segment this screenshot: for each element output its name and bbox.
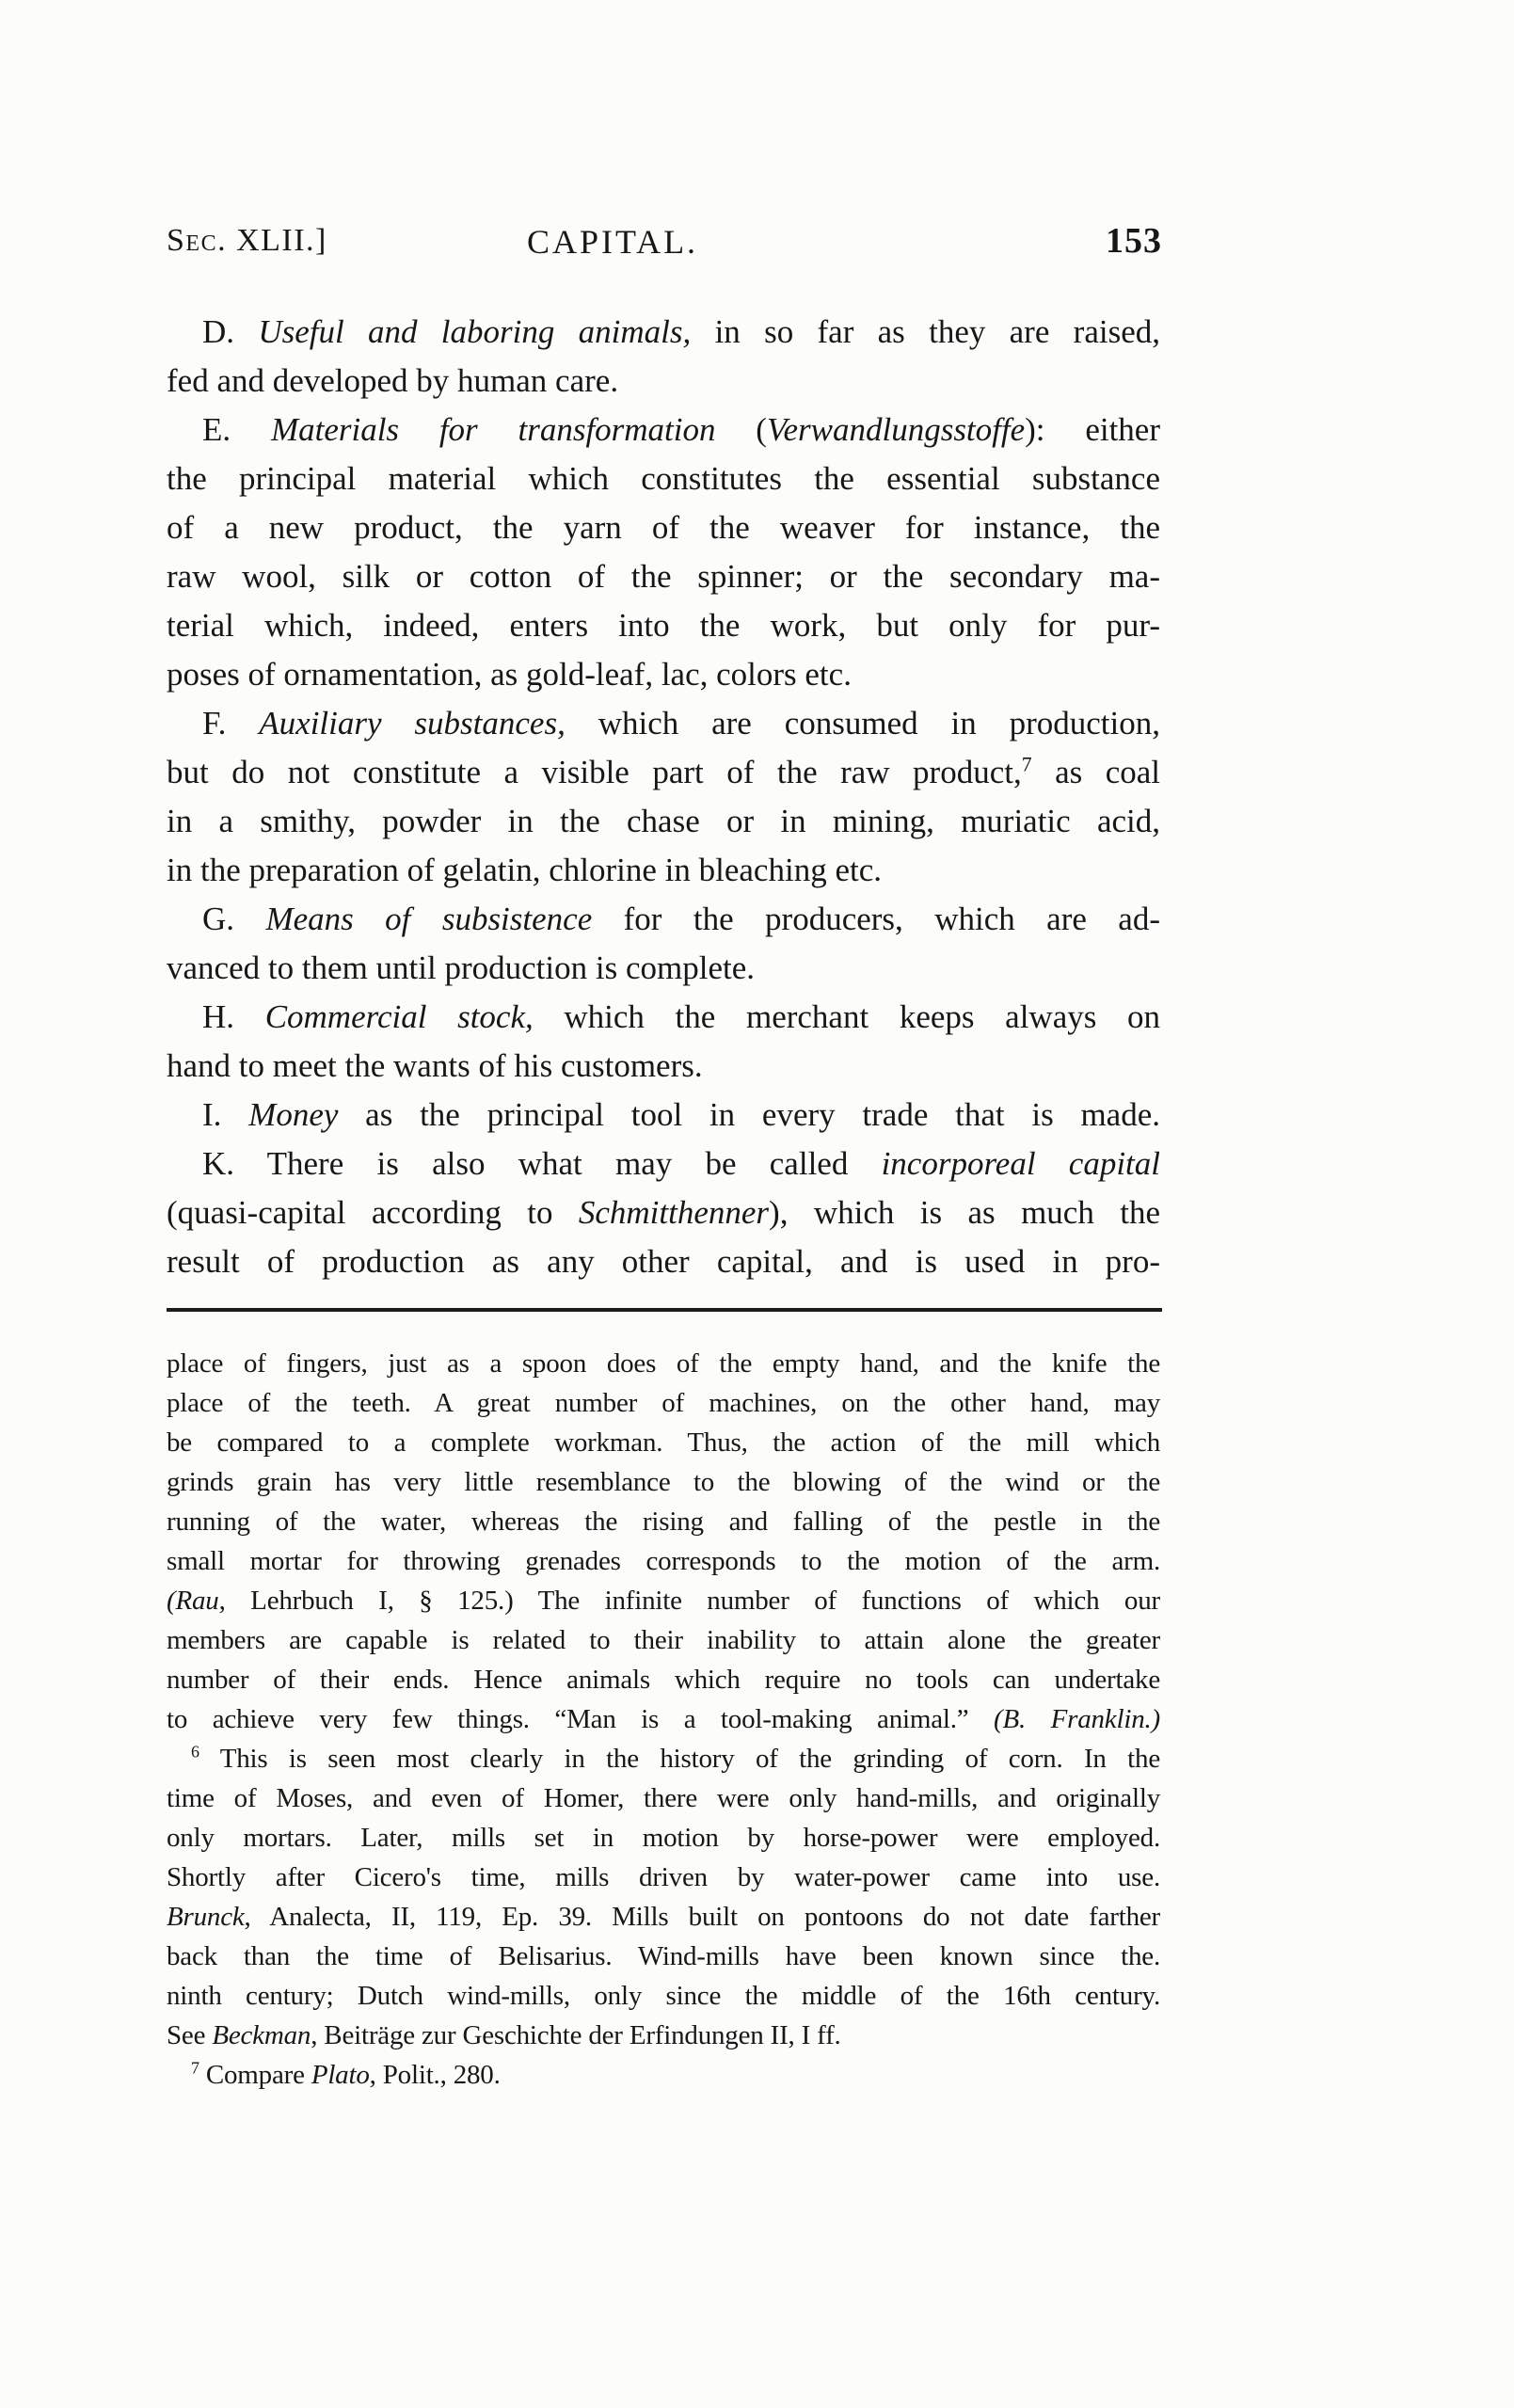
body-text: [167, 308, 1160, 1286]
text-line: to achieve very few things. “Man is a tool-making animal.” (B. Franklin.): [167, 1704, 1160, 1734]
text-line: result of production as any other capital, and is used in pro-: [167, 1243, 1160, 1280]
text-line: poses of ornamentation, as gold-leaf, lac, colors etc.: [167, 656, 852, 693]
text-line: $^6$ This is seen most clearly in the history of the grinding of corn. In the: [191, 1742, 1160, 1774]
item-e: [167, 406, 1160, 699]
footnote-5-continuation: [167, 1344, 1160, 1739]
text-line: vanced to them until production is complete.: [167, 949, 755, 986]
text-line: be compared to a complete workman. Thus, the action of the mill which: [167, 1427, 1160, 1458]
text-line: ninth century; Dutch wind-mills, only since the middle of the 16th century.: [167, 1981, 1160, 2011]
footnotes: [167, 1344, 1160, 2095]
footnote-6: [167, 1739, 1160, 2055]
text-line: G. Means of subsistence for the producers, which are ad-: [202, 901, 1160, 937]
text-line: (quasi-capital according to Schmitthenner), which is as much the: [167, 1194, 1160, 1231]
text-line: raw wool, silk or cotton of the spinner; or the secondary ma-: [167, 558, 1160, 595]
text-line: place of fingers, just as a spoon does of the empty hand, and the knife the: [167, 1348, 1160, 1379]
text-line: number of their ends. Hence animals which require no tools can undertake: [167, 1665, 1160, 1695]
page-header: [167, 220, 1162, 262]
text-line: H. Commercial stock, which the merchant keeps always on: [202, 998, 1160, 1035]
text-line: in a smithy, powder in the chase or in mining, muriatic acid,: [167, 803, 1160, 839]
section-label: Sec. XLII.]: [167, 223, 327, 258]
text-line: of a new product, the yarn of the weaver for instance, the: [167, 509, 1160, 546]
text-line: Brunck, Analecta, II, 119, Ep. 39. Mills built on pontoons do not date farther: [167, 1902, 1160, 1932]
item-i: [167, 1091, 1160, 1140]
footnote-divider-rule: [167, 1308, 1162, 1312]
running-title: CAPITAL.: [526, 223, 699, 261]
text-line: only mortars. Later, mills set in motion by horse-power were employed.: [167, 1823, 1160, 1853]
text-line: See Beckman, Beiträge zur Geschichte der Erfindungen II, I ff.: [167, 2020, 841, 2050]
text-line: small mortar for throwing grenades corresponds to the motion of the arm.: [167, 1546, 1160, 1576]
text-line: Shortly after Cicero's time, mills driven by water-power came into use.: [167, 1862, 1160, 1892]
text-line: E. Materials for transformation (Verwandlungsstoffe): either: [202, 411, 1161, 448]
text-line: terial which, indeed, enters into the work, but only for pur-: [167, 607, 1160, 644]
text-line: back than the time of Belisarius. Wind-mills have been known since the.: [167, 1941, 1160, 1971]
text-line: (Rau, Lehrbuch I, § 125.) The infinite number of functions of which our: [167, 1586, 1160, 1616]
text-line: $^7$ Compare Plato, Polit., 280.: [191, 2058, 501, 2090]
text-line: D. Useful and laboring animals, in so far as they are raised,: [202, 313, 1160, 350]
text-line: hand to meet the wants of his customers.: [167, 1047, 703, 1084]
text-line: F. Auxiliary substances, which are consumed in production,: [202, 705, 1160, 742]
text-line: I. Money as the principal tool in every trade that is made.: [202, 1096, 1161, 1133]
item-g: [167, 895, 1160, 993]
text-line: fed and developed by human care.: [167, 362, 619, 399]
text-line: in the preparation of gelatin, chlorine in bleaching etc.: [167, 852, 882, 888]
text-line: time of Moses, and even of Homer, there were only hand-mills, and originally: [167, 1783, 1160, 1813]
item-d: [167, 308, 1160, 406]
text-line: the principal material which constitutes the essential substance: [167, 460, 1160, 497]
item-h: [167, 993, 1160, 1091]
text-line: place of the teeth. A great number of machines, on the other hand, may: [167, 1388, 1160, 1418]
footnote-7: [167, 2055, 1160, 2095]
text-line: members are capable is related to their inability to attain alone the greater: [167, 1625, 1160, 1655]
text-line: grinds grain has very little resemblance to the blowing of the wind or the: [167, 1467, 1160, 1497]
text-line: K. There is also what may be called incorporeal capital: [202, 1145, 1160, 1182]
page-number: 153: [1106, 221, 1162, 261]
item-k: [167, 1140, 1160, 1286]
text-line: but do not constitute a visible part of the raw product,$^7$ as coal: [167, 753, 1161, 790]
item-f: [167, 699, 1160, 895]
text-line: running of the water, whereas the rising and falling of the pestle in the: [167, 1507, 1160, 1537]
